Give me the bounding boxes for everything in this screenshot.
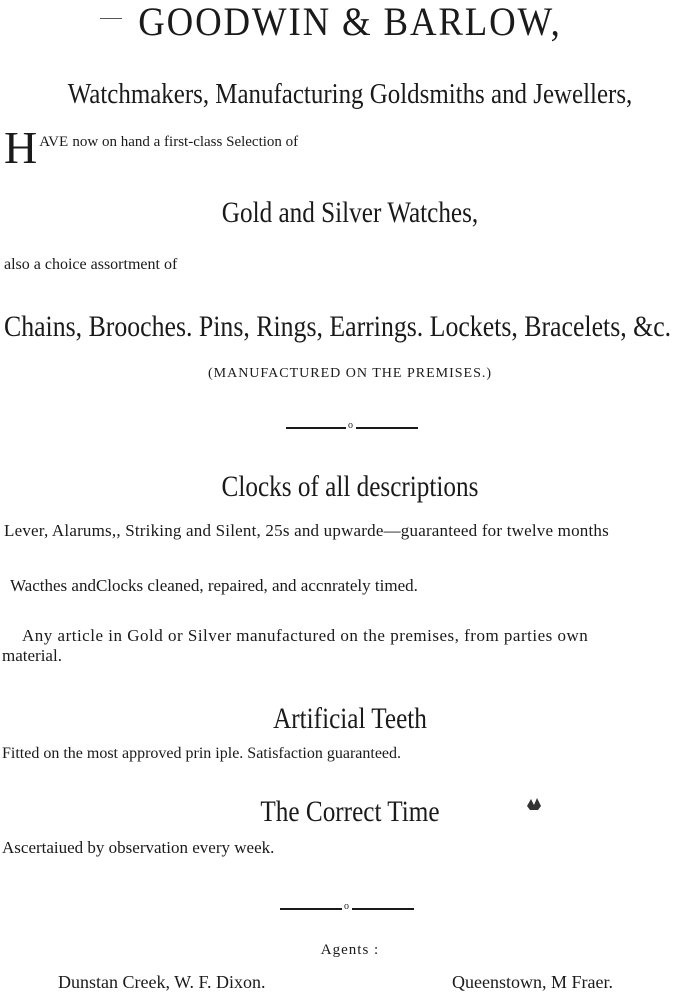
watches-lead: also a choice assortment of [4,256,178,273]
time-heading: The Correct Time [260,795,440,828]
jewellery-items: Chains, Brooches. Pins, Rings, Earrings. Lockets, Bracelets, &c. [4,310,672,343]
manufactured-note: (MANUFACTURED ON THE PREMISES.) [207,366,493,381]
divider-marker: o [348,420,353,431]
agent-right: Queenstown, M Fraer. [452,972,613,992]
clocks-line: Lever, Alarums,, Striking and Silent, 25s and upwarde—guaranteed for twelve months [4,521,609,540]
custom-line-1: Any article in Gold or Silver manufactured on the premises, from parties own [22,626,589,645]
intro-line [4,122,299,173]
intro-text: now on hand a first-class Selection of [72,134,299,150]
tagline: Watchmakers, Manufacturing Goldsmiths and Jewellers, [67,78,633,110]
clocks-heading: Clocks of all descriptions [221,470,479,503]
teeth-line: Fitted on the most approved prin iple. Satisfaction guaranteed. [2,745,402,762]
intro-first-word: AVE [39,134,69,150]
repairs-line: Wacthes andClocks cleaned, repaired, and accnrately timed. [10,576,418,595]
divider-marker-2: o [344,901,349,912]
ornament-icon [524,796,544,812]
watches-heading: Gold and Silver Watches, [221,196,479,229]
drop-cap: H [4,122,38,173]
agent-left: Dunstan Creek, W. F. Dixon. [58,972,266,992]
custom-line-2: material. [2,646,62,665]
agents-label: Agents : [320,942,380,958]
teeth-heading: Artificial Teeth [273,702,427,735]
time-line: Ascertaiued by observation every week. [2,838,275,857]
firm-name: GOODWIN & BARLOW, [138,0,562,44]
